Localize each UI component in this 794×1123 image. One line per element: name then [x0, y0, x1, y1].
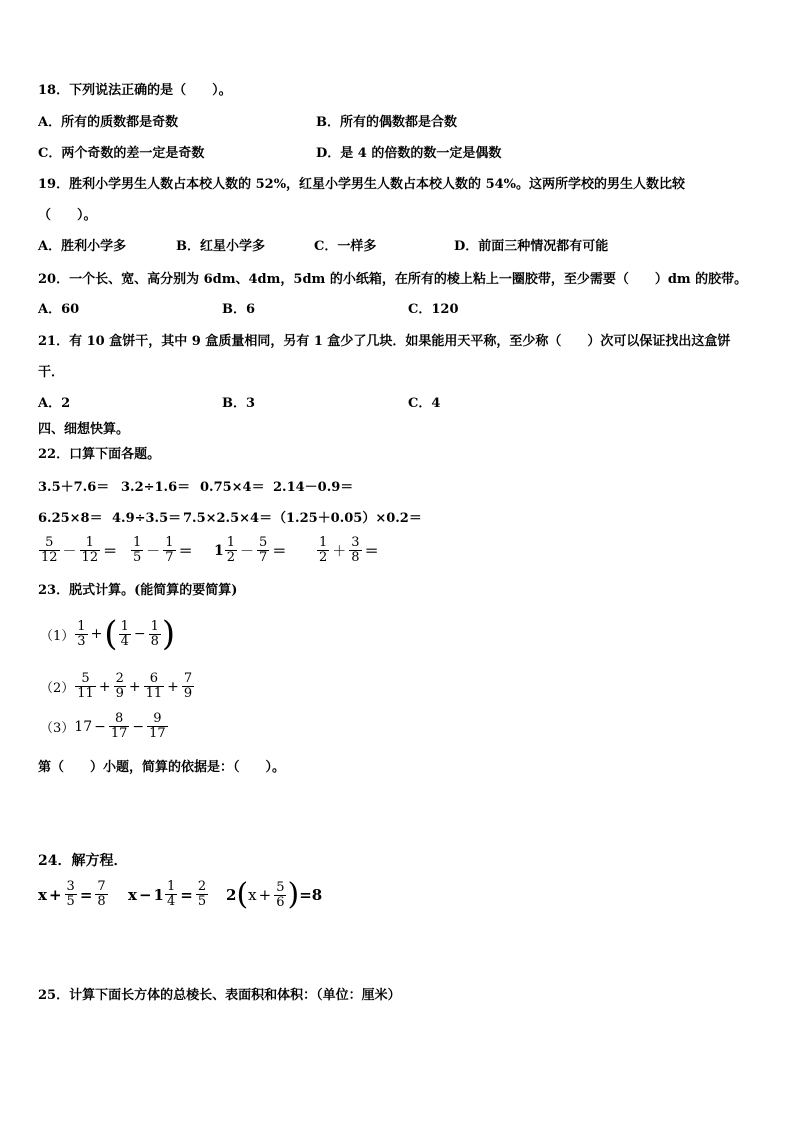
q19-option-d: D．前面三种情况都有可能	[454, 239, 609, 254]
q20-option-a: A．60	[38, 302, 80, 317]
q22-item: 3.5＋7.6＝	[38, 480, 110, 495]
q22-item: 6.25×8＝	[38, 511, 103, 526]
fraction: $\frac{1}{2}$	[226, 535, 236, 565]
fraction: $\frac{5}{7}$	[259, 535, 268, 565]
q22-item: （1.25＋0.05）×0.2＝	[273, 511, 422, 526]
q22-item: 3.2÷1.6＝	[121, 480, 191, 495]
q21-option-a: A．2	[38, 396, 71, 411]
fraction: $\frac{3}{8}$	[351, 535, 360, 565]
q20-option-b: B．6	[222, 302, 256, 317]
q22-fraction-item-1: $\frac{5}{12}$ － $\frac{1}{12}$ ＝	[41, 535, 118, 565]
fraction: $\frac{8}{17}$	[110, 711, 128, 741]
q21-stem-cont: 干．	[38, 365, 65, 380]
fraction: $\frac{1}{4}$	[166, 879, 176, 909]
fraction: $\frac{9}{17}$	[149, 711, 166, 741]
q18-option-b: B．所有的偶数都是合数	[316, 115, 457, 130]
q18-stem: 18．下列说法正确的是（ ）。	[38, 83, 232, 98]
q24-equation-3: 2 ( x + $\frac{5}{6}$ ) =8	[226, 877, 323, 912]
fraction: $\frac{3}{5}$	[66, 879, 75, 909]
q25-stem: 25．计算下面长方体的总棱长、表面积和体积：（单位：厘米）	[38, 988, 401, 1003]
fraction: $\frac{2}{5}$	[197, 879, 207, 909]
fraction: $\frac{5}{6}$	[276, 879, 285, 910]
fraction: $\frac{1}{8}$	[150, 618, 159, 649]
q21-stem: 21．有 10 盒饼干，其中 9 盒质量相同，另有 1 盒少了几块．如果能用天平称，至少称（ ）次可以保证找出这盒饼	[38, 334, 731, 349]
q19-stem-cont: （ ）。	[38, 208, 97, 223]
section-four-heading: 四、细想快算。	[38, 422, 130, 437]
fraction: $\frac{1}{3}$	[77, 618, 86, 649]
q19-option-a: A．胜利小学多	[38, 239, 127, 254]
q24-stem: 24．解方程．	[38, 853, 128, 869]
q22-item: 4.9÷3.5＝	[112, 511, 182, 526]
fraction: $\frac{1}{5}$	[133, 535, 142, 565]
q22-item: 7.5×2.5×4＝	[183, 511, 273, 526]
q23-expression-1: （1） $\frac{1}{3}$ + ( $\frac{1}{4}$ − $\frac{1}{8}$ )	[40, 614, 176, 654]
q23-expression-2: （2） $\frac{5}{11}$ + $\frac{2}{9}$ + $\frac{6}{11}$ + $\frac{7}{9}$	[40, 671, 193, 701]
fraction: $\frac{2}{9}$	[115, 671, 124, 701]
q22-fraction-item-4: $\frac{1}{2}$ ＋ $\frac{3}{8}$ ＝	[319, 535, 379, 565]
q19-option-b: B．红星小学多	[176, 239, 265, 254]
q21-option-b: B．3	[222, 396, 256, 411]
q18-option-d: D．是 4 的倍数的数一定是偶数	[316, 146, 502, 161]
fraction: $\frac{5}{11}$	[77, 671, 94, 701]
q23-stem: 23．脱式计算。(能简算的要简算)	[38, 583, 238, 598]
fraction: $\frac{1}{7}$	[165, 535, 174, 565]
fraction: $\frac{1}{4}$	[120, 618, 129, 649]
q24-equation-1: x + $\frac{3}{5}$ = $\frac{7}{8}$	[38, 879, 106, 909]
q22-item: 0.75×4＝	[200, 480, 265, 495]
fraction: $\frac{6}{11}$	[145, 671, 163, 701]
q20-stem: 20．一个长、宽、高分别为 6dm、4dm，5dm 的小纸箱，在所有的棱上粘上一圈胶带，至少需要（ ）dm 的胶带。	[38, 272, 748, 287]
q18-option-c: C．两个奇数的差一定是奇数	[38, 146, 205, 161]
q22-fraction-item-3: 1 $\frac{1}{2}$ － $\frac{5}{7}$ ＝	[214, 535, 287, 565]
q21-option-c: C．4	[408, 396, 441, 411]
fraction: $\frac{7}{9}$	[183, 671, 193, 701]
q22-fraction-item-2: $\frac{1}{5}$ － $\frac{1}{7}$ ＝	[133, 535, 193, 565]
q22-item: 2.14－0.9＝	[273, 480, 354, 495]
q22-stem: 22．口算下面各题。	[38, 447, 161, 462]
fraction: $\frac{5}{12}$	[41, 535, 58, 565]
q19-option-c: C．一样多	[314, 239, 377, 254]
fraction: $\frac{1}{2}$	[319, 535, 328, 565]
q18-option-a: A．所有的质数都是奇数	[38, 115, 179, 130]
q23-expression-3: （3） 17 − $\frac{8}{17}$ − $\frac{9}{17}$	[40, 711, 166, 741]
q20-option-c: C．120	[408, 302, 459, 317]
q23-simplify-basis: 第（ ）小题，简算的依据是：（ ）。	[38, 760, 286, 775]
fraction: $\frac{1}{12}$	[81, 535, 99, 565]
fraction: $\frac{7}{8}$	[97, 879, 106, 909]
q19-stem: 19．胜利小学男生人数占本校人数的 52%，红星小学男生人数占本校人数的 54%。这两所学校的男生人数比较	[38, 177, 686, 192]
q24-equation-2: x − 1 $\frac{1}{4}$ = $\frac{2}{5}$	[128, 879, 207, 909]
